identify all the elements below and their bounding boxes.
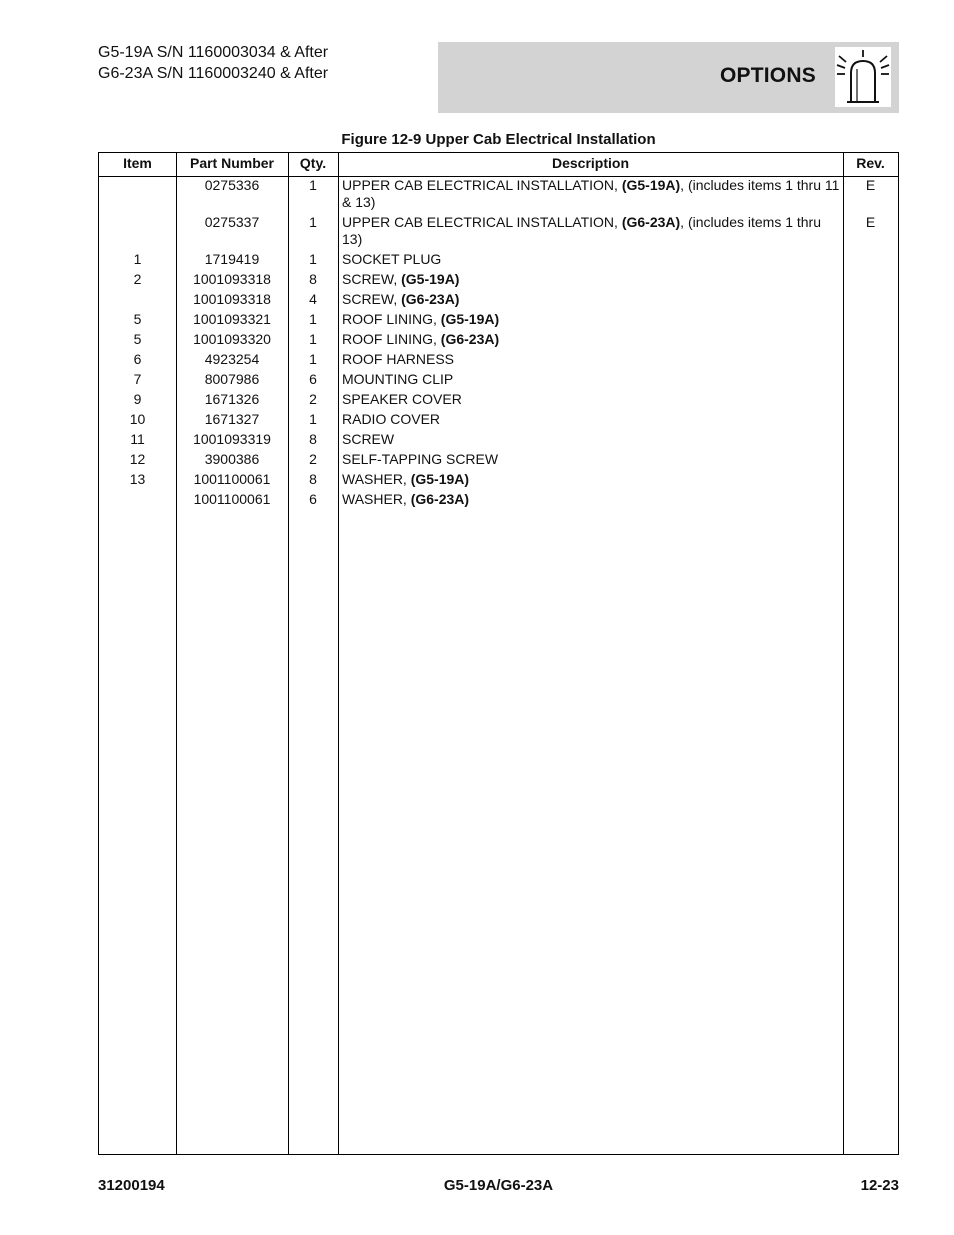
column-header-description: Description <box>551 155 629 171</box>
description-text: WASHER, <box>342 471 411 487</box>
item-cell <box>99 291 176 311</box>
description-model: (G6-23A) <box>440 331 500 347</box>
description-text: MOUNTING CLIP <box>342 371 454 387</box>
qty-cell: 1 <box>309 351 317 367</box>
rev-cell <box>843 491 898 511</box>
description-note: , (includes items 1 thru 13) <box>342 214 822 247</box>
item-cell: 7 <box>133 371 142 387</box>
qty-cell: 1 <box>309 331 317 347</box>
item-cell: 10 <box>129 411 146 427</box>
description-cell <box>338 491 843 511</box>
qty-cell: 1 <box>309 177 317 193</box>
part-number-cell: 0275336 <box>204 177 260 193</box>
section-banner <box>438 42 899 113</box>
table-row <box>99 471 898 491</box>
qty-cell: 4 <box>309 291 317 307</box>
table-row <box>99 177 898 214</box>
description-model: (G5-19A) <box>401 271 460 287</box>
item-cell <box>99 177 176 214</box>
item-cell: 9 <box>133 391 142 407</box>
item-cell <box>99 214 176 251</box>
description-note: , (includes items 1 thru 11 & 13) <box>342 177 840 210</box>
description-text: SOCKET PLUG <box>342 251 442 267</box>
rev-cell <box>843 311 898 331</box>
description-cell <box>338 471 843 491</box>
qty-cell: 8 <box>309 431 317 447</box>
part-number-cell: 1001093320 <box>193 331 271 347</box>
item-cell: 1 <box>133 251 142 267</box>
rev-cell <box>843 351 898 371</box>
table-row <box>99 291 898 311</box>
beacon-light-icon <box>835 47 891 107</box>
description-model: (G5-19A) <box>621 177 681 193</box>
table-row <box>99 271 898 291</box>
item-cell: 5 <box>133 331 142 347</box>
qty-cell: 1 <box>309 214 317 230</box>
description-text: RADIO COVER <box>342 411 441 427</box>
item-cell: 5 <box>133 311 142 327</box>
table-row <box>99 331 898 351</box>
description-model: (G6-23A) <box>410 491 470 507</box>
rev-cell: E <box>865 177 876 193</box>
parts-table <box>98 152 899 1155</box>
description-text: SCREW, <box>342 291 402 307</box>
table-row <box>99 391 898 411</box>
table-header-row <box>99 153 898 177</box>
description-cell <box>338 271 843 291</box>
rev-cell: E <box>865 214 876 230</box>
description-text: SCREW <box>342 431 395 447</box>
qty-cell: 6 <box>309 491 317 507</box>
rev-cell <box>843 331 898 351</box>
part-number-cell: 3900386 <box>204 451 260 467</box>
description-cell <box>338 311 843 331</box>
item-cell <box>99 491 176 511</box>
part-number-cell: 1671327 <box>204 411 260 427</box>
description-model: (G5-19A) <box>410 471 470 487</box>
table-row <box>99 431 898 451</box>
table-row <box>99 451 898 471</box>
rev-cell <box>843 291 898 311</box>
description-cell <box>338 371 843 391</box>
description-cell <box>338 351 843 371</box>
section-title: OPTIONS <box>720 64 816 87</box>
description-model: (G6-23A) <box>401 291 460 307</box>
table-body <box>99 177 898 511</box>
rev-cell <box>843 451 898 471</box>
qty-cell: 2 <box>309 391 317 407</box>
part-number-cell: 0275337 <box>204 214 260 230</box>
qty-cell: 1 <box>309 411 317 427</box>
table-row <box>99 411 898 431</box>
footer-model: G5-19A/G6-23A <box>443 1177 554 1194</box>
description-text: ROOF LINING, <box>342 311 441 327</box>
column-header-qty: Qty. <box>299 155 327 171</box>
footer-doc-number: 31200194 <box>98 1177 165 1194</box>
model-line-1: G5-19A S/N 1160003034 & After <box>98 44 329 61</box>
description-cell <box>338 331 843 351</box>
description-text: SCREW, <box>342 271 402 287</box>
qty-cell: 1 <box>309 251 317 267</box>
description-text: UPPER CAB ELECTRICAL INSTALLATION, <box>342 214 622 230</box>
figure-title: Figure 12-9 Upper Cab Electrical Installation <box>341 131 656 148</box>
part-number-cell: 1001093318 <box>193 291 271 307</box>
item-cell: 11 <box>130 431 145 447</box>
part-number-cell: 1001093318 <box>193 271 271 287</box>
description-text: ROOF LINING, <box>342 331 441 347</box>
table-row <box>99 251 898 271</box>
footer-page-number: 12-23 <box>860 1177 899 1194</box>
table-row <box>99 214 898 251</box>
column-header-rev: Rev. <box>856 155 885 171</box>
rev-cell <box>843 411 898 431</box>
table-row <box>99 371 898 391</box>
qty-cell: 2 <box>309 451 317 467</box>
description-text: SPEAKER COVER <box>342 391 462 407</box>
part-number-cell: 8007986 <box>204 371 260 387</box>
description-cell <box>338 391 843 411</box>
qty-cell: 8 <box>309 271 317 287</box>
column-header-part-number: Part Number <box>189 155 275 171</box>
table-row <box>99 351 898 371</box>
part-number-cell: 1001100061 <box>193 471 271 487</box>
rev-cell <box>843 251 898 271</box>
description-cell <box>338 251 843 271</box>
part-number-cell: 1671326 <box>204 391 260 407</box>
part-number-cell: 1001093321 <box>193 311 271 327</box>
table-row <box>99 311 898 331</box>
rev-cell <box>843 391 898 411</box>
part-number-cell: 1001093319 <box>193 431 271 447</box>
description-cell <box>338 451 843 471</box>
description-cell <box>338 291 843 311</box>
part-number-cell: 1719419 <box>204 251 260 267</box>
description-text: ROOF HARNESS <box>342 351 455 367</box>
rev-cell <box>843 371 898 391</box>
description-cell <box>338 411 843 431</box>
model-line-2: G6-23A S/N 1160003240 & After <box>98 65 329 82</box>
qty-cell: 6 <box>309 371 317 387</box>
description-text: WASHER, <box>342 491 411 507</box>
qty-cell: 1 <box>309 311 317 327</box>
rev-cell <box>843 431 898 451</box>
column-header-item: Item <box>123 155 152 171</box>
description-cell <box>338 177 843 214</box>
table-row <box>99 491 898 511</box>
description-text: UPPER CAB ELECTRICAL INSTALLATION, <box>342 177 622 193</box>
model-serial-header <box>98 42 328 84</box>
part-number-cell: 4923254 <box>204 351 260 367</box>
description-cell <box>338 431 843 451</box>
part-number-cell: 1001100061 <box>193 491 271 507</box>
item-cell: 2 <box>133 271 142 287</box>
description-model: (G6-23A) <box>621 214 681 230</box>
description-model: (G5-19A) <box>440 311 500 327</box>
rev-cell <box>843 271 898 291</box>
item-cell: 13 <box>129 471 146 487</box>
rev-cell <box>843 471 898 491</box>
description-cell <box>338 214 843 251</box>
item-cell: 12 <box>129 451 146 467</box>
qty-cell: 8 <box>309 471 317 487</box>
item-cell: 6 <box>133 351 142 367</box>
description-text: SELF-TAPPING SCREW <box>342 451 499 467</box>
